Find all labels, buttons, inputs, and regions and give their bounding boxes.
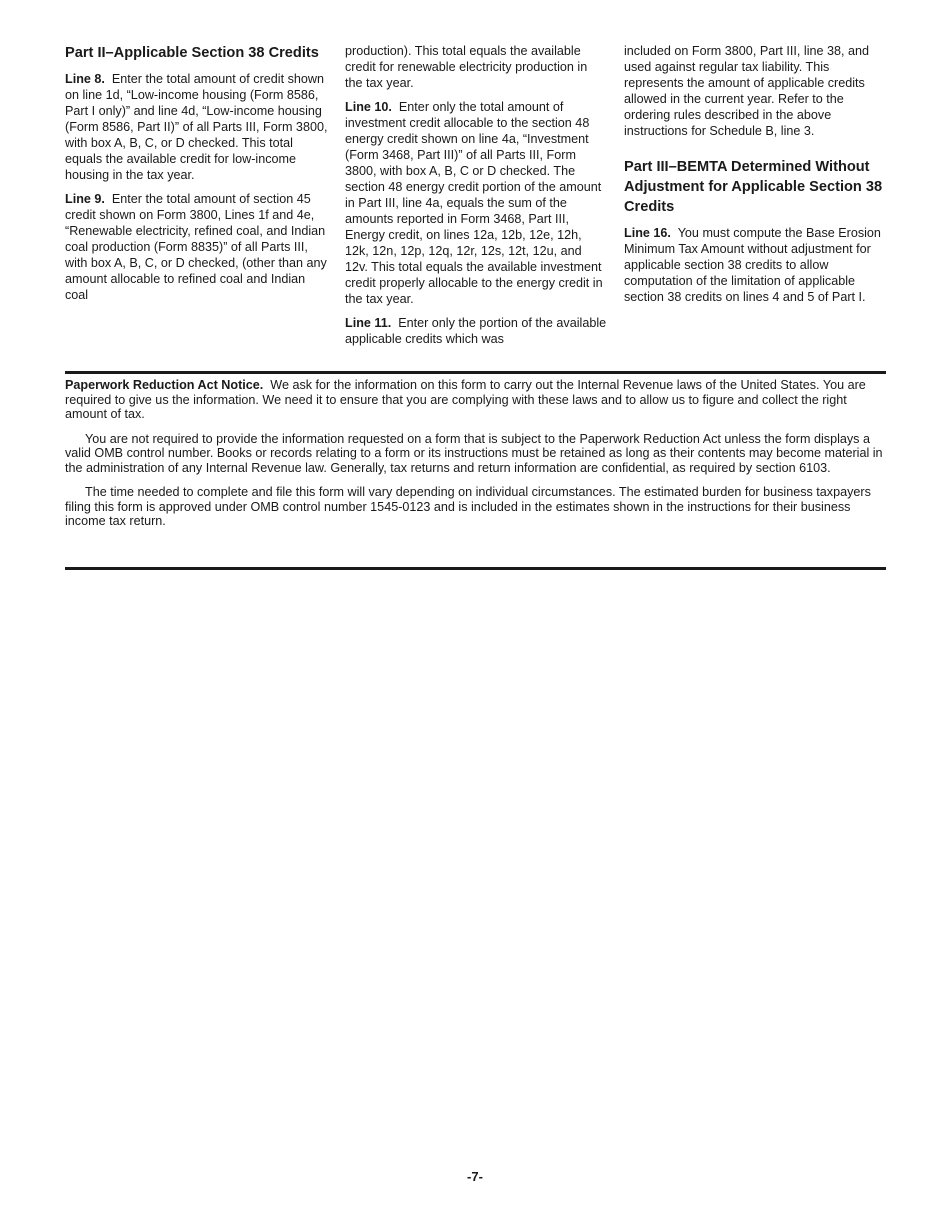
line-8-paragraph <box>65 71 330 183</box>
line-8-label: Line 8. <box>65 72 105 86</box>
page-number: -7- <box>467 1169 483 1184</box>
line-10-paragraph <box>345 99 608 307</box>
notice-paragraph-1 <box>65 378 886 422</box>
line-10-text: Enter only the total amount of investment credit allocable to the section 48 energy credit shown on line 4a, “Investment (Form 3468, Part III)” of all Parts III, Form 3800, with box A, B, C or D checked. The section 48 energy credit portion of the amount in Part III, line 4a, equals the sum of the amounts reported in Form 3468, Part III, Energy credit, on lines 12a, 12b, 12e, 12h, 12k, 12n, 12p, 12q, 12r, 12s, 12t, 12u, and 12v. This total equals the available investment credit properly allocable to the energy credit in the tax year. <box>345 100 603 306</box>
line-9-continued: production). This total equals the available credit for renewable electricity production in the tax year. <box>345 44 588 90</box>
part-iii-heading: Part III–BEMTA Determined Without Adjustment for Applicable Section 38 Credits <box>624 159 883 215</box>
bottom-divider <box>65 567 886 570</box>
line-11-paragraph <box>345 315 608 347</box>
notice-title: Paperwork Reduction Act Notice. <box>65 378 264 392</box>
line-9-label: Line 9. <box>65 192 105 206</box>
line-11-label: Line 11. <box>345 316 392 330</box>
column-1 <box>65 43 330 311</box>
line-11-text: Enter only the portion of the available applicable credits which was <box>345 316 607 346</box>
line-9-paragraph <box>65 191 330 303</box>
line-16-paragraph <box>624 225 886 305</box>
line-9-text: Enter the total amount of section 45 credit shown on Form 3800, Lines 1f and 4e, “Renewable electricity, refined coal, and Indian coal production (Form 8835)” of all Parts III, with box A, B, C, or D checked, (other than any amount allocable to refined coal and Indian coal <box>65 192 327 302</box>
column-2 <box>345 43 608 355</box>
notice-paragraph-3: The time needed to complete and file this form will vary depending on individual circumstances. The estimated burden for business taxpayers filing this form is approved under OMB control number 1545-0123 and is included in the estimates shown in the instructions for their business income tax return. <box>65 485 871 528</box>
line-10-label: Line 10. <box>345 100 392 114</box>
line-16-label: Line 16. <box>624 226 671 240</box>
line-16-text: You must compute the Base Erosion Minimum Tax Amount without adjustment for applicable section 38 credits to allow computation of the limitation of applicable section 38 credits on lines 4 and 5 of Part I. <box>624 226 881 304</box>
paperwork-reduction-notice <box>65 371 886 539</box>
notice-text-1: We ask for the information on this form to carry out the Internal Revenue laws of the United States. You are required to give us the information. We need it to ensure that you are complying with these laws and to allow us to figure and collect the right amount of tax. <box>65 378 866 421</box>
line-11-continued: included on Form 3800, Part III, line 38, and used against regular tax liability. This represents the amount of applicable credits allowed in the current year. Refer to the ordering rules described in the above instructions for Schedule B, line 3. <box>624 44 870 138</box>
column-3 <box>624 43 886 313</box>
line-8-text: Enter the total amount of credit shown on line 1d, “Low-income housing (Form 8586, Part I only)” and line 4d, “Low-income housing (Form 8586, Part II)” of all Parts III, Form 3800, with box A, B, C, or D checked. This total equals the available credit for low-income housing in the tax year. <box>65 72 328 182</box>
notice-paragraph-2: You are not required to provide the information requested on a form that is subject to the Paperwork Reduction Act unless the form displays a valid OMB control number. Books or records relating to a form or its instructions must be retained as long as their contents may become material in the administration of any Internal Revenue law. Generally, tax returns and return information are confidential, as required by section 6103. <box>65 431 883 475</box>
part-ii-heading: Part II–Applicable Section 38 Credits <box>65 45 319 61</box>
